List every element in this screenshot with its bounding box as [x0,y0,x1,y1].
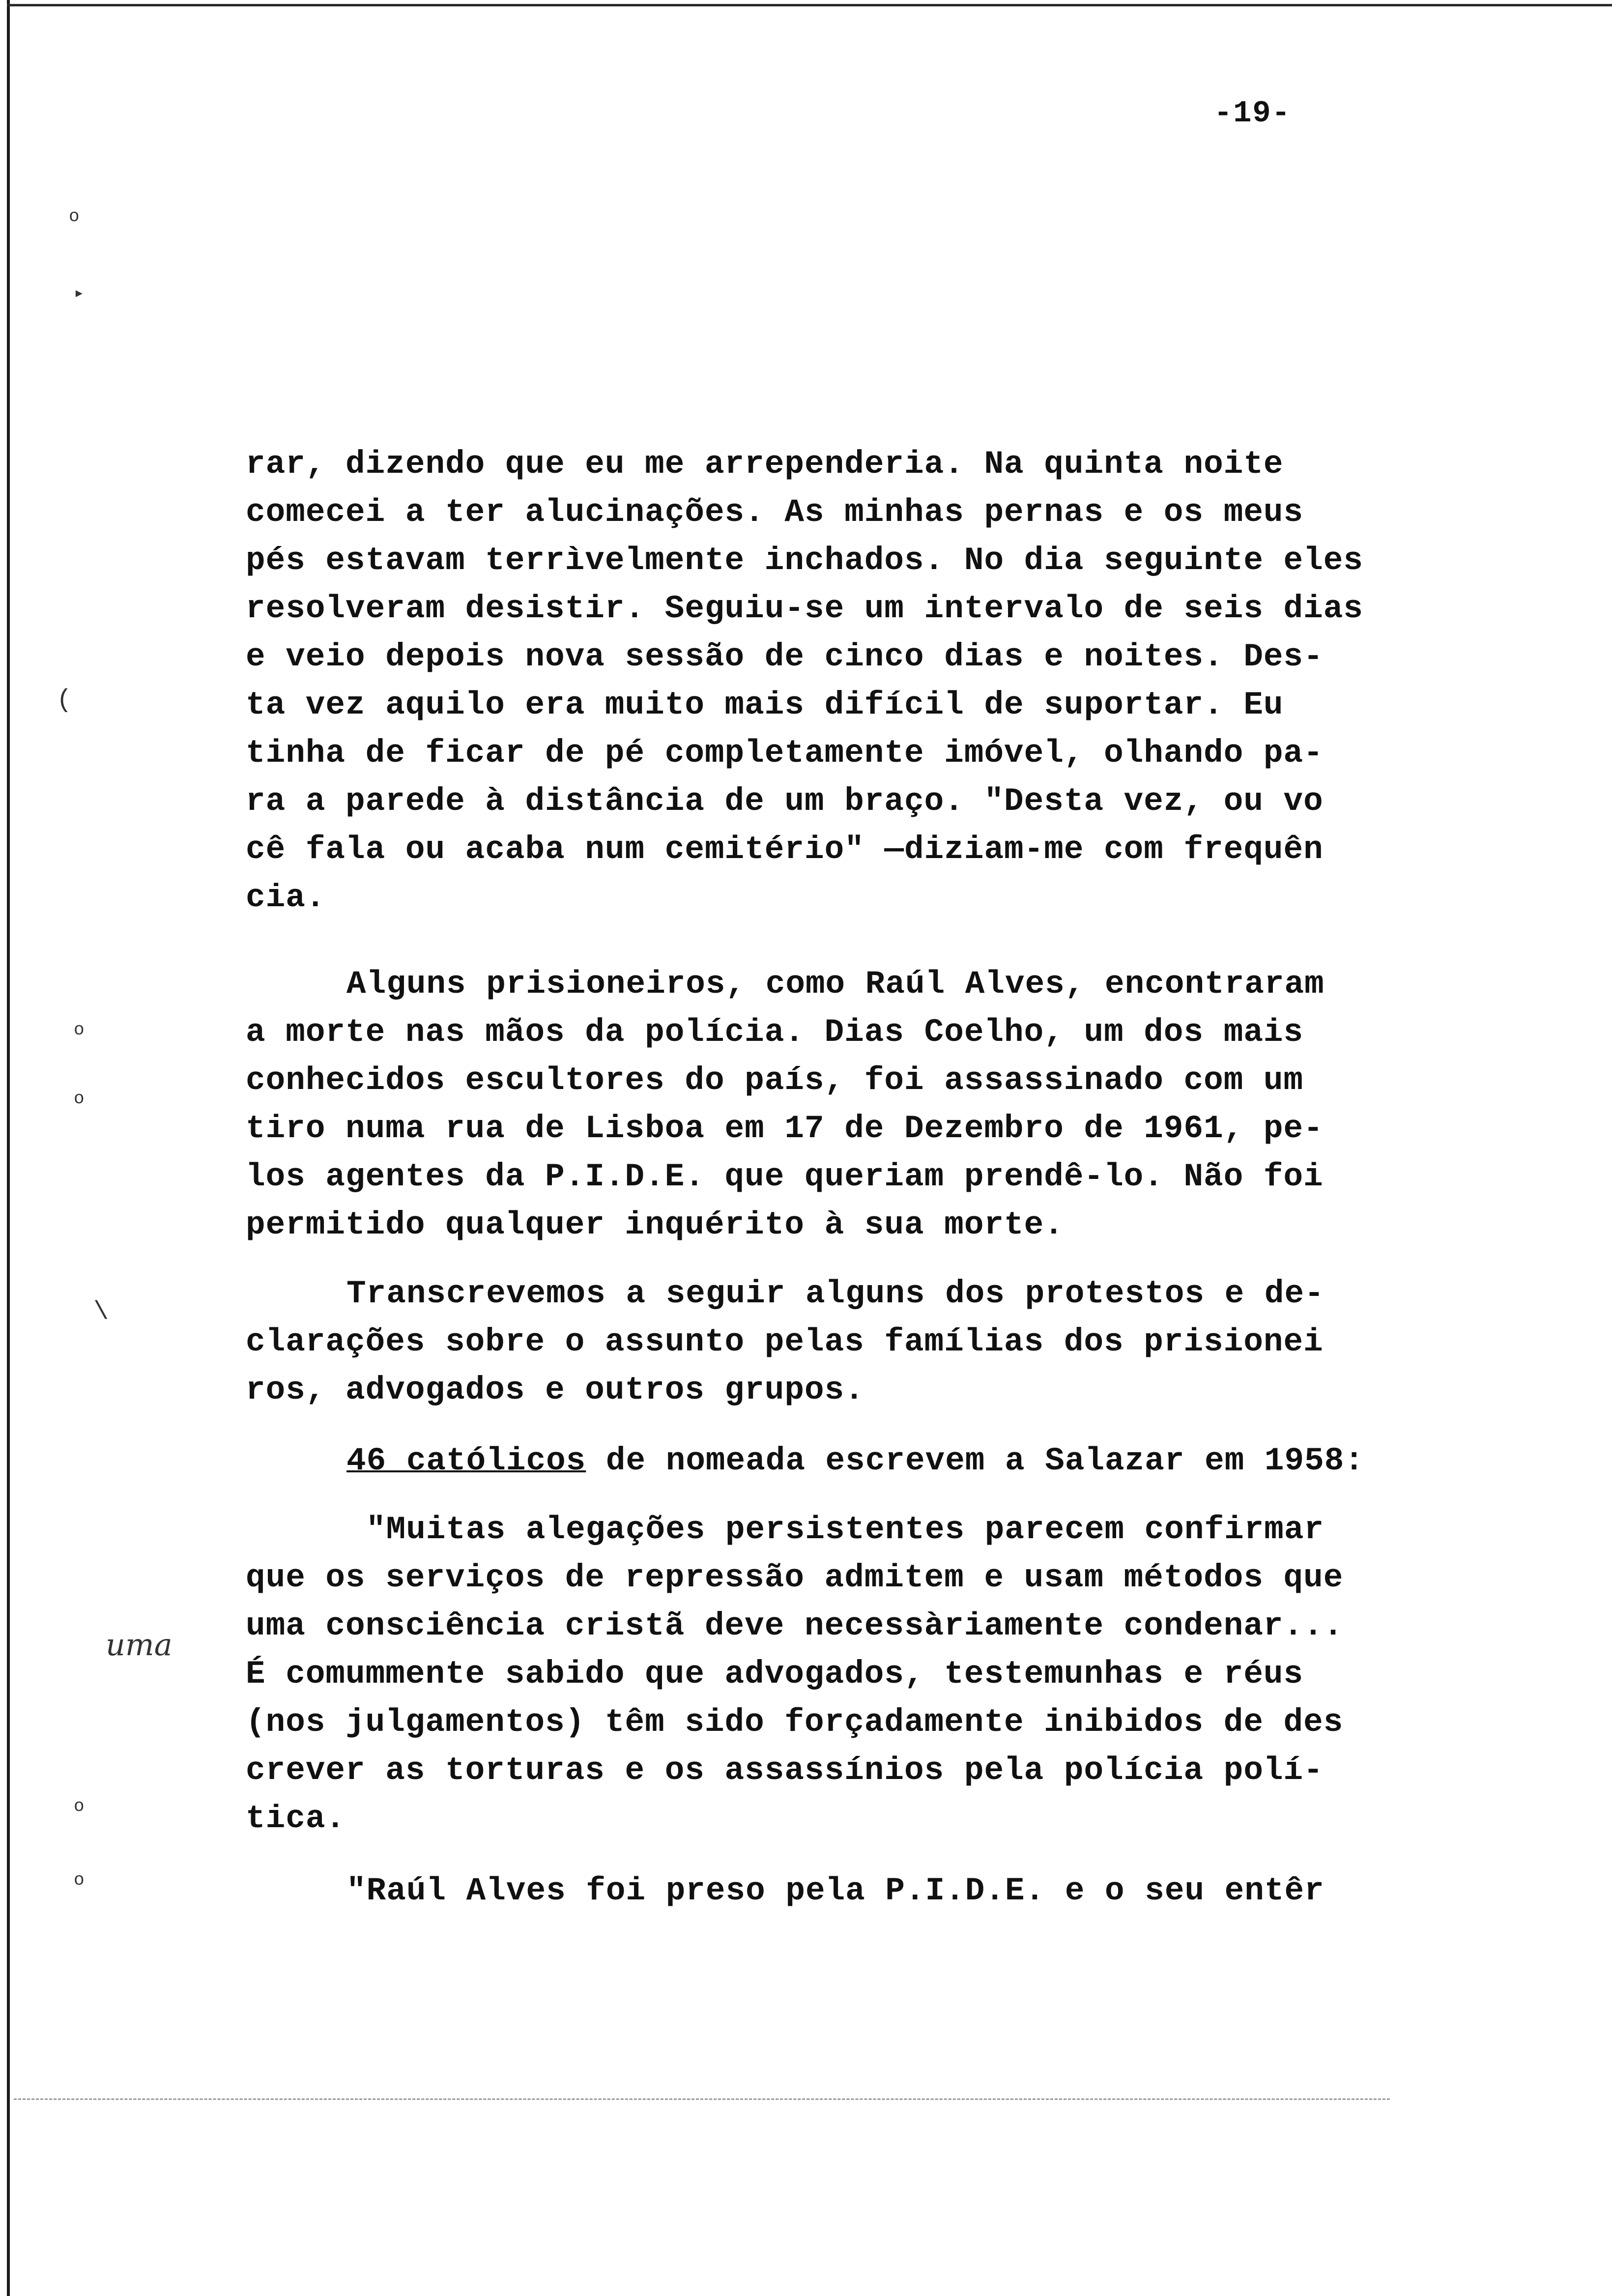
margin-mark: o [74,1870,85,1890]
underlined-phrase: 46 católicos [346,1442,586,1479]
text-line: e veio depois nova sessão de cinco dias e noites. Des- [246,638,1324,675]
text-line: Alguns prisioneiros, como Raúl Alves, encontraram [346,966,1324,1003]
page-top-edge [7,4,1612,6]
quote-line: "Raúl Alves foi preso pela P.I.D.E. e o seu entêr [346,1872,1324,1909]
quote-line: que os serviços de repressão admitem e usam métodos que [246,1559,1344,1596]
text-line: Transcrevemos a seguir alguns dos protestos e de- [346,1275,1324,1312]
margin-mark: ( [57,686,72,715]
text-line: cia. [246,879,326,916]
page-left-edge [7,0,10,2296]
text-line: tinha de ficar de pé completamente imóvel, olhando pa- [246,735,1324,772]
margin-mark: o [69,206,80,227]
text-line [346,1442,1364,1479]
quote-line: tica. [246,1800,346,1837]
margin-mark: o [74,1796,85,1816]
text-line: cê fala ou acaba num cemitério" —diziam-me com frequên [246,831,1324,868]
text-line: permitido qualquer inquérito à sua morte. [246,1206,1064,1243]
text-line: comecei a ter alucinações. As minhas pernas e os meus [246,494,1304,531]
text-line: rar, dizendo que eu me arrependeria. Na quinta noite [246,446,1284,483]
handwritten-margin-note: uma [106,1627,173,1663]
quote-line: (nos julgamentos) têm sido forçadamente inibidos de des [246,1704,1344,1741]
quote-line: crever as torturas e os assassínios pela polícia polí- [246,1752,1324,1789]
quote-line: uma consciência cristã deve necessàriamente condenar... [246,1607,1344,1644]
text-line-rest: de nomeada escrevem a Salazar em 1958: [586,1442,1364,1479]
text-line: pés estavam terrìvelmente inchados. No dia seguinte eles [246,542,1363,579]
text-line: ta vez aquilo era muito mais difícil de suportar. Eu [246,687,1284,723]
margin-mark: \ [93,1297,109,1326]
quote-line: "Muitas alegações persistentes parecem confirmar [366,1511,1324,1548]
text-line: a morte nas mãos da polícia. Dias Coelho, um dos mais [246,1014,1304,1051]
quote-line: É comummente sabido que advogados, testemunhas e réus [246,1656,1304,1693]
text-line: ra a parede à distância de um braço. "Desta vez, ou vo [246,783,1324,820]
text-line: resolveram desistir. Seguiu-se um intervalo de seis dias [246,590,1363,627]
page-number: -19- [1214,96,1291,131]
margin-mark: o [74,1020,85,1040]
text-line: ros, advogados e outros grupos. [246,1372,864,1408]
text-line: los agentes da P.I.D.E. que queriam prendê-lo. Não foi [246,1158,1324,1195]
text-line: tiro numa rua de Lisboa em 17 de Dezembro de 1961, pe- [246,1110,1324,1147]
text-line: clarações sobre o assunto pelas famílias dos prisionei [246,1323,1324,1360]
text-line: conhecidos escultores do país, foi assassinado com um [246,1062,1304,1099]
margin-mark: ▸ [74,284,85,304]
margin-mark: o [74,1089,85,1109]
bottom-divider [14,2098,1390,2100]
